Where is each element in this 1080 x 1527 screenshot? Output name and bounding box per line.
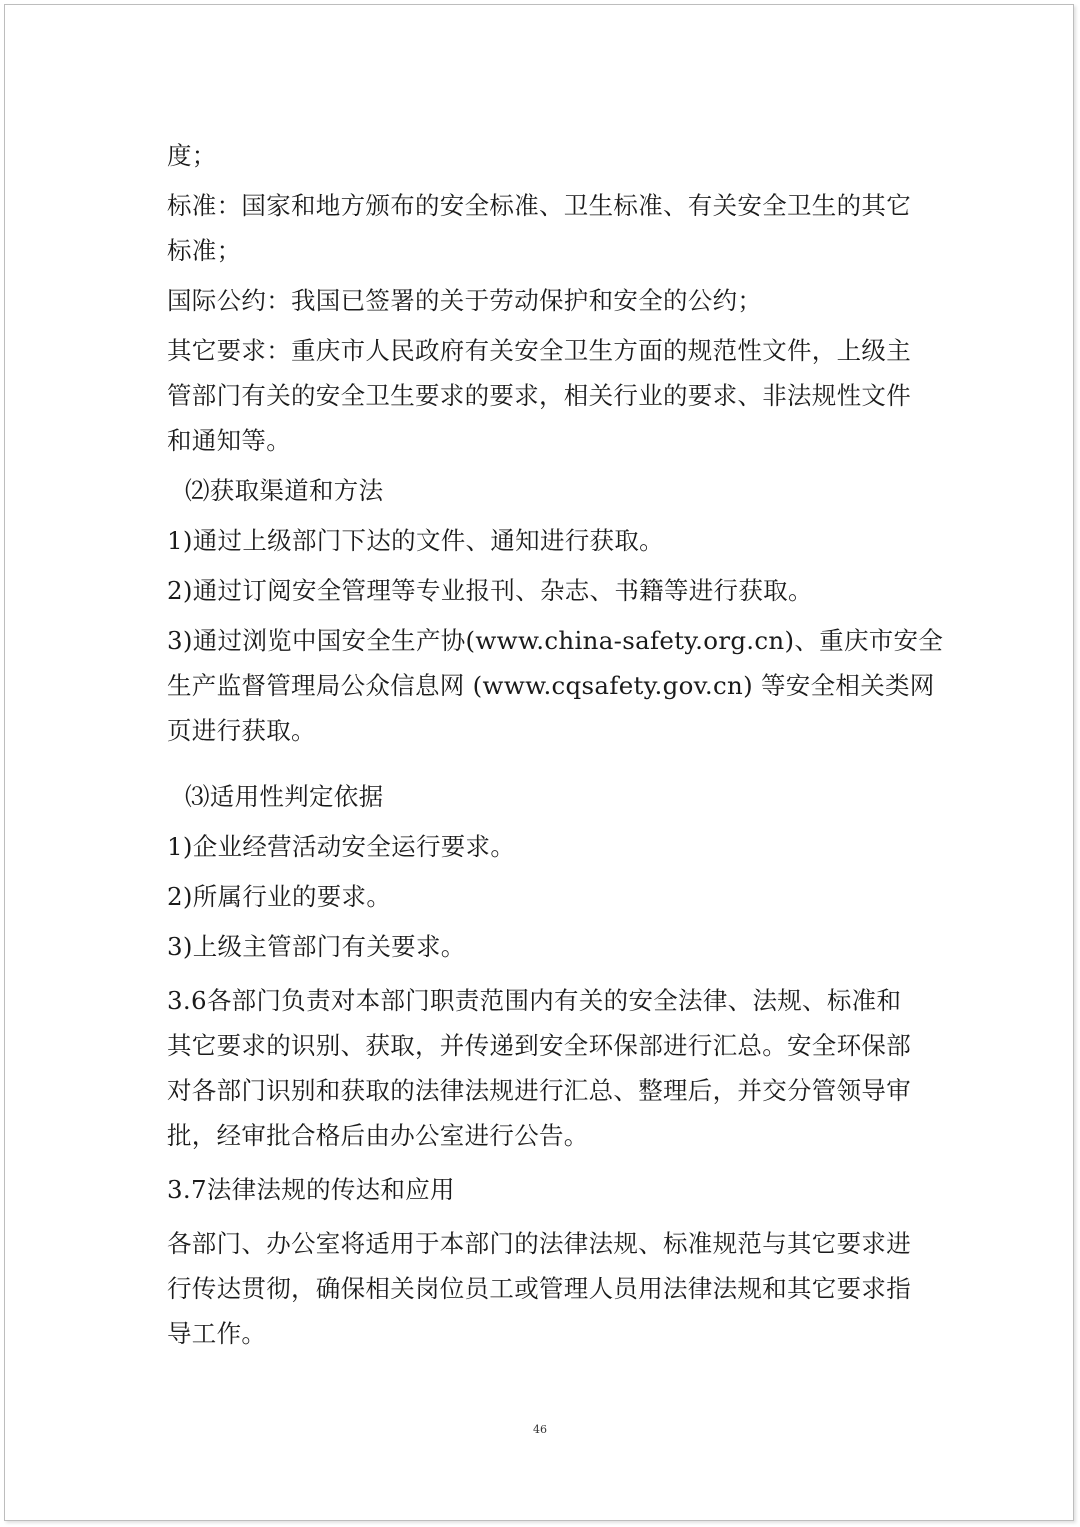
section-heading: ⑵获取渠道和方法	[185, 476, 384, 505]
document-body	[167, 133, 944, 1356]
text-line: 和通知等。	[167, 426, 291, 455]
text-line: 导工作。	[167, 1319, 267, 1348]
text-line: 行传达贯彻，确保相关岗位员工或管理人员用法律法规和其它要求指	[167, 1274, 911, 1303]
text-line: 度；	[167, 141, 217, 170]
text-line: 其它要求：重庆市人民政府有关安全卫生方面的规范性文件，上级主	[167, 336, 911, 365]
page-number: 46	[533, 1423, 547, 1436]
list-item: 3)上级主管部门有关要求。	[167, 932, 466, 961]
list-item: 1)通过上级部门下达的文件、通知进行获取。	[167, 526, 664, 555]
text-line: 批，经审批合格后由办公室进行公告。	[167, 1121, 589, 1150]
list-item: 3)通过浏览中国安全生产协(www.china-safety.org.cn)、重庆市安全	[167, 626, 944, 655]
list-item: 1)企业经营活动安全运行要求。	[167, 832, 516, 861]
text-line: 标准：国家和地方颁布的安全标准、卫生标准、有关安全卫生的其它	[167, 191, 911, 220]
list-item: 2)通过订阅安全管理等专业报刊、杂志、书籍等进行获取。	[167, 576, 813, 605]
document-page	[4, 4, 1074, 1521]
text-line: 生产监督管理局公众信息网 (www.cqsafety.gov.cn) 等安全相关类网	[167, 671, 935, 700]
list-item: 2)所属行业的要求。	[167, 882, 392, 911]
text-line: 3.6各部门负责对本部门职责范围内有关的安全法律、法规、标准和	[167, 986, 902, 1015]
section-heading: 3.7法律法规的传达和应用	[167, 1175, 455, 1204]
text-line: 页进行获取。	[167, 716, 316, 745]
text-line: 对各部门识别和获取的法律法规进行汇总、整理后，并交分管领导审	[167, 1076, 911, 1105]
text-line: 各部门、办公室将适用于本部门的法律法规、标准规范与其它要求进	[167, 1229, 911, 1258]
text-line: 标准；	[167, 236, 242, 265]
section-heading: ⑶适用性判定依据	[185, 782, 384, 811]
text-line: 管部门有关的安全卫生要求的要求，相关行业的要求、非法规性文件	[167, 381, 911, 410]
text-line: 国际公约：我国已签署的关于劳动保护和安全的公约；	[167, 286, 763, 315]
text-line: 其它要求的识别、获取，并传递到安全环保部进行汇总。安全环保部	[167, 1031, 911, 1060]
